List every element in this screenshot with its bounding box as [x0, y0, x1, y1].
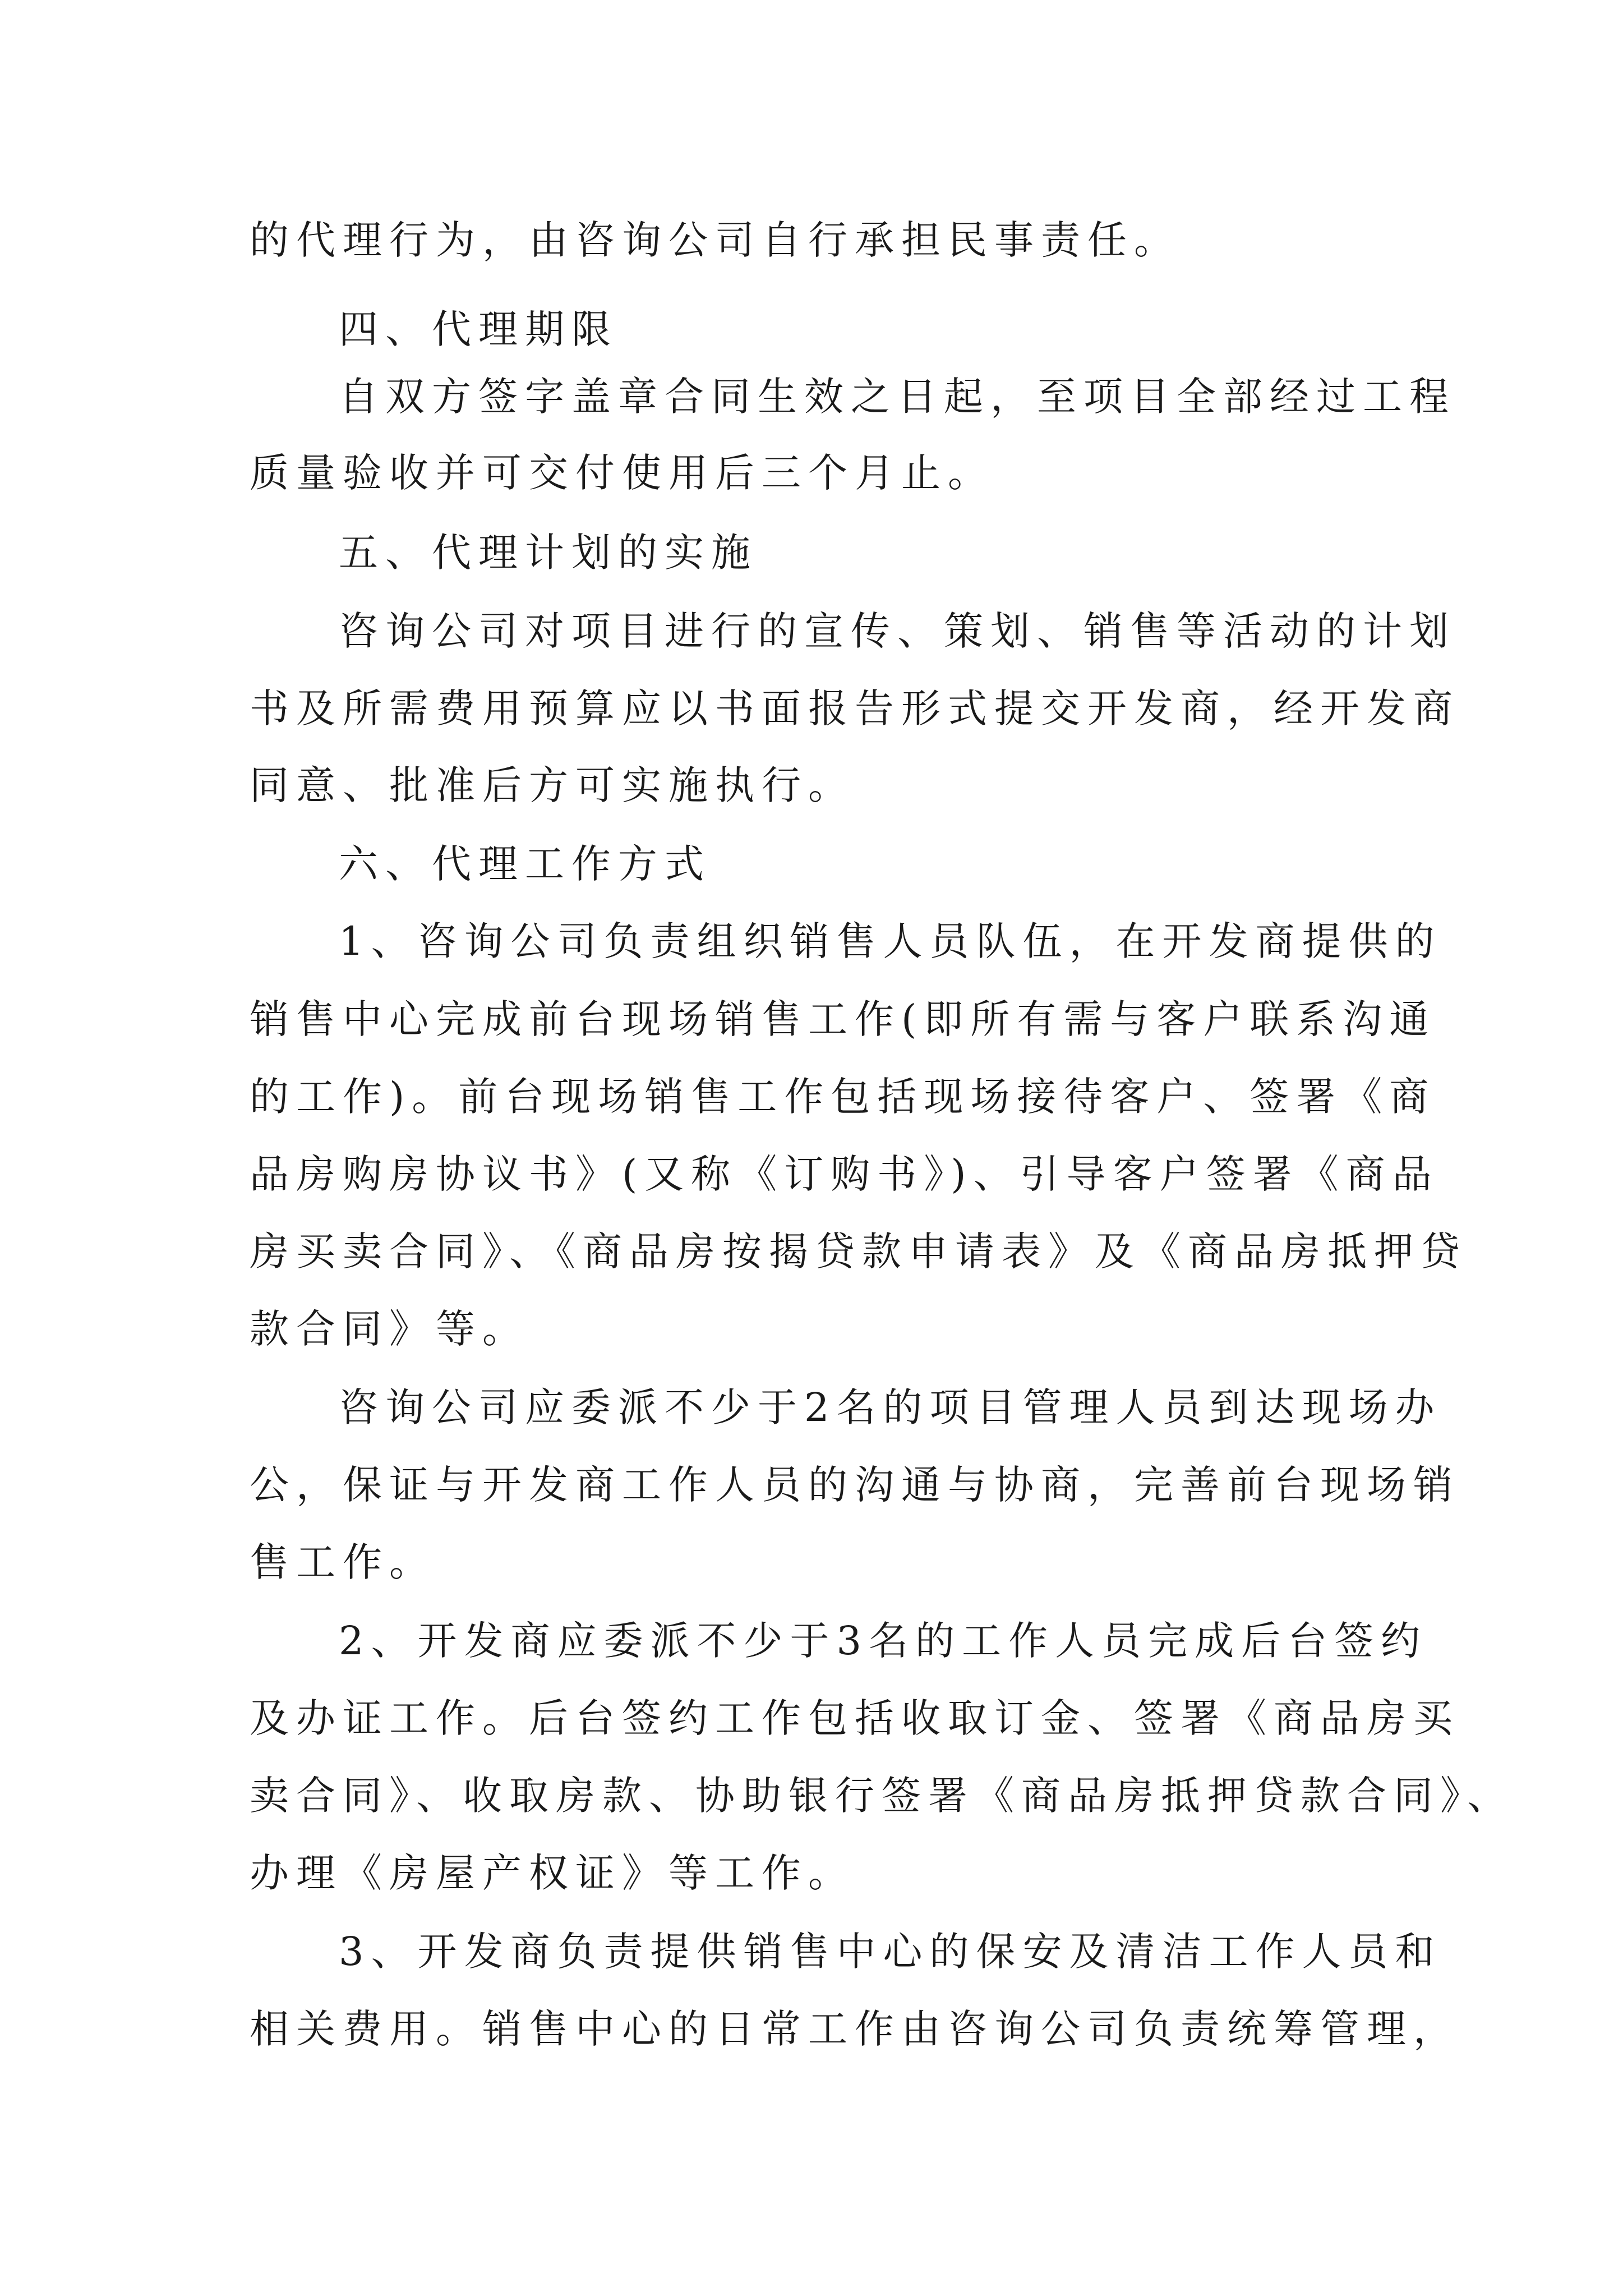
- text-line: 相关费用。销售中心的日常工作由咨询公司负责统筹管理，: [250, 2006, 1460, 2052]
- text-line: 咨询公司对项目进行的宣传、策划、销售等活动的计划: [339, 608, 1456, 654]
- text-line: 售工作。: [250, 1539, 436, 1585]
- text-line: 自双方签字盖章合同生效之日起，至项目全部经过工程: [339, 374, 1456, 420]
- text-line: 书及所需费用预算应以书面报告形式提交开发商，经开发商: [250, 685, 1460, 731]
- text-line: 同意、批准后方可实施执行。: [250, 762, 855, 808]
- text-line: 的工作)。前台现场销售工作包括现场接待客户、签署《商: [250, 1074, 1436, 1120]
- text-line: 3、开发商负责提供销售中心的保安及清洁工作人员和: [339, 1929, 1442, 1975]
- section-heading: 四、代理期限: [339, 306, 618, 352]
- text-line: 房买卖合同》、《商品房按揭贷款申请表》及《商品房抵押贷: [250, 1228, 1467, 1274]
- section-heading: 六、代理工作方式: [339, 841, 711, 887]
- text-line: 1、咨询公司负责组织销售人员队伍，在开发商提供的: [339, 918, 1442, 964]
- section-heading: 五、代理计划的实施: [339, 530, 758, 576]
- text-line: 销售中心完成前台现场销售工作(即所有需与客户联系沟通: [250, 996, 1436, 1042]
- text-line: 的代理行为，由咨询公司自行承担民事责任。: [250, 217, 1181, 263]
- text-line: 咨询公司应委派不少于2名的项目管理人员到达现场办: [339, 1384, 1442, 1430]
- text-line: 办理《房屋产权证》等工作。: [250, 1850, 855, 1896]
- text-line: 品房购房协议书》(又称《订购书》)、引导客户签署《商品: [250, 1151, 1439, 1197]
- text-line: 卖合同》、收取房款、协助银行签署《商品房抵押贷款合同》、: [250, 1773, 1514, 1819]
- text-line: 质量验收并可交付使用后三个月止。: [250, 450, 994, 496]
- text-line: 2、开发商应委派不少于3名的工作人员完成后台签约: [339, 1618, 1428, 1664]
- text-line: 款合同》等。: [250, 1306, 529, 1352]
- text-line: 公，保证与开发商工作人员的沟通与协商，完善前台现场销: [250, 1462, 1460, 1508]
- text-line: 及办证工作。后台签约工作包括收取订金、签署《商品房买: [250, 1695, 1460, 1741]
